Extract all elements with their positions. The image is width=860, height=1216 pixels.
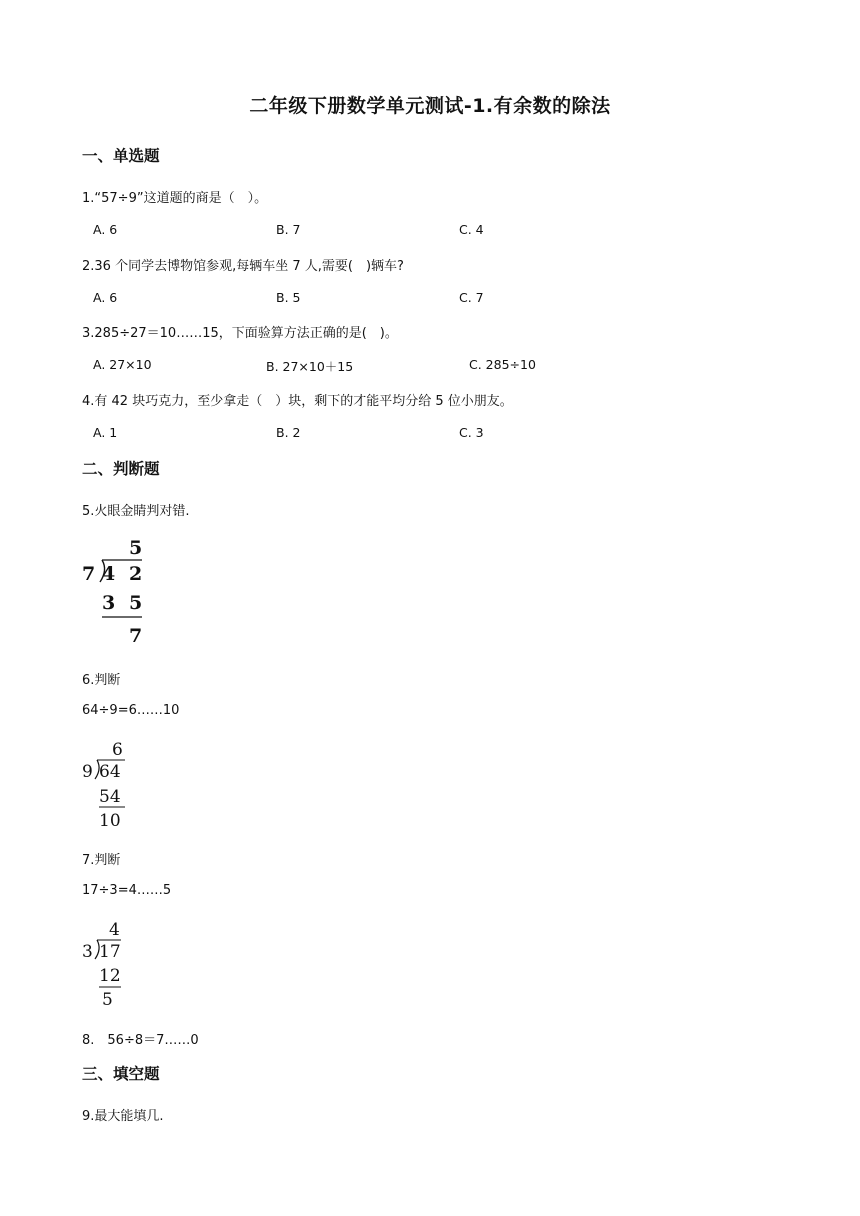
long-division-figure-q6 <box>80 738 132 834</box>
question-4-option-b[interactable]: B. 2 <box>276 425 301 440</box>
question-7-text: 7.判断 <box>82 853 121 868</box>
q5-dividend-ones: 2 <box>129 563 143 585</box>
q7-divisor: 3 <box>82 942 93 962</box>
question-5-text: 5.火眼金睛判对错. <box>82 504 190 519</box>
long-division-figure-q5 <box>80 534 152 650</box>
question-4-text: 4.有 42 块巧克力，至少拿走（ ）块，剩下的才能平均分给 5 位小朋友。 <box>82 394 513 409</box>
q6-quotient: 6 <box>112 740 123 760</box>
q6-product: 54 <box>99 787 121 807</box>
q6-dividend: 64 <box>99 762 121 782</box>
section-heading-fill-blank: 三、填空题 <box>82 1065 160 1083</box>
q7-quotient: 4 <box>109 920 120 940</box>
question-4-option-a[interactable]: A. 1 <box>93 425 118 440</box>
page-title: 二年级下册数学单元测试-1.有余数的除法 <box>249 95 611 117</box>
question-2-text: 2.36 个同学去博物馆参观,每辆车坐 7 人,需要( )辆车? <box>82 259 404 274</box>
q7-remainder: 5 <box>102 990 113 1010</box>
question-7-equation: 17÷3=4……5 <box>82 883 172 898</box>
question-6-equation: 64÷9=6……10 <box>82 703 180 718</box>
question-3-text: 3.285÷27＝10……15，下面验算方法正确的是( )。 <box>82 326 398 341</box>
q5-product-tens: 3 <box>102 592 116 614</box>
question-3-option-c[interactable]: C. 285÷10 <box>469 357 536 372</box>
q5-divisor: 7 <box>82 563 96 585</box>
question-2-option-b[interactable]: B. 5 <box>276 290 301 305</box>
question-2-option-a[interactable]: A. 6 <box>93 290 118 305</box>
question-1-text: 1.“57÷9”这道题的商是（ ）。 <box>82 191 268 206</box>
q6-divisor: 9 <box>82 762 93 782</box>
question-1-option-a[interactable]: A. 6 <box>93 222 118 237</box>
question-2-option-c[interactable]: C. 7 <box>459 290 484 305</box>
section-heading-true-false: 二、判断题 <box>82 460 160 478</box>
q5-product-ones: 5 <box>129 592 143 614</box>
long-division-figure-q7 <box>80 918 132 1014</box>
question-1-option-c[interactable]: C. 4 <box>459 222 484 237</box>
q6-remainder: 10 <box>99 811 121 831</box>
question-9-text: 9.最大能填几. <box>82 1109 164 1124</box>
q5-quotient: 5 <box>129 537 143 559</box>
q7-dividend: 17 <box>99 942 121 962</box>
question-1-option-b[interactable]: B. 7 <box>276 222 301 237</box>
question-3-option-a[interactable]: A. 27×10 <box>93 357 152 372</box>
question-6-text: 6.判断 <box>82 673 121 688</box>
question-8-text: 8. 56÷8＝7……0 <box>82 1033 199 1048</box>
question-3-option-b[interactable]: B. 27×10＋15 <box>266 359 354 374</box>
q5-remainder: 7 <box>129 625 143 647</box>
q5-dividend-tens: 4 <box>102 563 116 585</box>
question-4-option-c[interactable]: C. 3 <box>459 425 484 440</box>
section-heading-single-choice: 一、单选题 <box>82 147 160 165</box>
q7-product: 12 <box>99 966 121 986</box>
